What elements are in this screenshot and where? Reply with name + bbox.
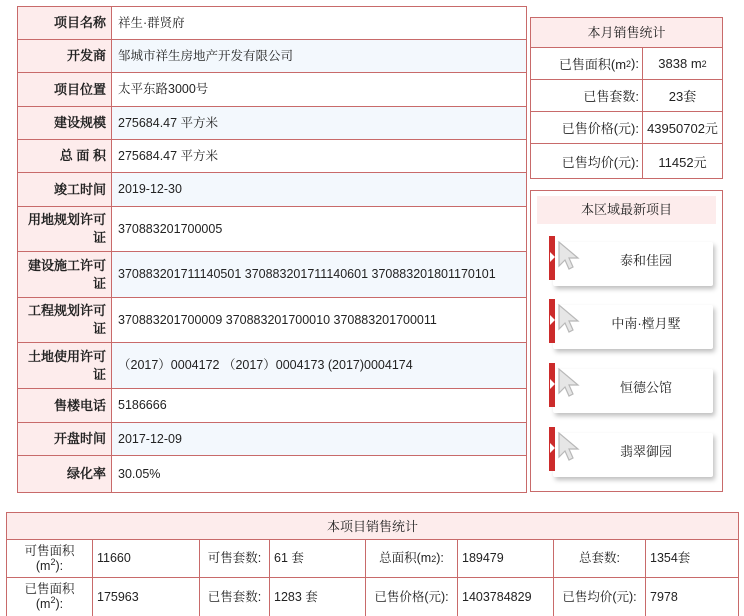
- newest-projects-title: 本区域最新项目: [537, 196, 716, 224]
- sold-area-label-line1: 已售面积: [24, 582, 75, 596]
- row-green-rate: [18, 456, 526, 492]
- value-green-rate: 30.05%: [118, 466, 161, 481]
- label-scale: 建设规模: [18, 107, 112, 139]
- cursor-arrow-icon: [557, 303, 583, 333]
- avail-area-label-end: ):: [55, 558, 64, 573]
- arrow-marker-icon: [550, 379, 555, 389]
- label-total-area: 总 面 积: [18, 140, 112, 172]
- row-location: [18, 73, 526, 107]
- monthly-units-row: [531, 80, 722, 112]
- sold-area-label-text: [24, 582, 74, 612]
- row-construction-permit: [18, 252, 526, 298]
- accent-bar: [549, 363, 555, 407]
- monthly-price-value: 43950702元: [647, 121, 718, 136]
- monthly-area-label-text: 已售面积(m: [558, 57, 627, 72]
- sold-units-label: 已售套数:: [200, 578, 270, 616]
- arrow-marker-icon: [550, 443, 555, 453]
- label-completion: 竣工时间: [18, 173, 112, 206]
- monthly-area-row: [531, 48, 722, 80]
- sold-area-value: 175963: [93, 578, 200, 616]
- label-location: 项目位置: [18, 73, 112, 106]
- value-location: 太平东路3000号: [118, 82, 209, 96]
- total-units-label: 总套数:: [554, 540, 646, 577]
- row-sales-phone: [18, 389, 526, 423]
- sold-price-value: 1403784829: [458, 578, 554, 616]
- avail-units-value: 61 套: [270, 540, 366, 577]
- total-area-label-text: 总面积(m: [379, 551, 432, 565]
- cursor-arrow-icon: [557, 431, 583, 461]
- total-units-value: 1354套: [650, 551, 691, 565]
- value-opening-date: 2017-12-09: [112, 423, 526, 455]
- monthly-price-label: 已售价格(元):: [531, 112, 643, 143]
- row-land-planning-permit: [18, 207, 526, 252]
- sold-area-label-end: ):: [55, 597, 64, 611]
- total-area-value: 189479: [458, 540, 554, 577]
- avail-area-label-line2: (m: [35, 558, 51, 573]
- newest-project-name: 中南·樘月墅: [611, 316, 681, 331]
- value-land-use-permit: （2017）0004172 （2017）0004173 (2017)0004174: [112, 343, 526, 388]
- accent-bar: [549, 299, 555, 343]
- sold-area-label-sup: 2: [50, 594, 56, 605]
- value-engineering-permit: 370883201700009 370883201700010 370883201700011: [118, 312, 437, 327]
- cursor-arrow-icon: [557, 240, 583, 270]
- value-project-name: 祥生·群贤府: [118, 15, 185, 30]
- accent-bar: [549, 427, 555, 471]
- avail-area-label-text: [24, 544, 74, 574]
- value-sales-phone: 5186666: [118, 398, 167, 412]
- value-total-area: 275684.47 平方米: [118, 148, 219, 163]
- value-construction-permit: [112, 252, 526, 297]
- newest-project-name: 翡翠御园: [619, 444, 672, 459]
- label-sales-phone: 售楼电话: [18, 389, 112, 422]
- sold-avg-label: 已售均价(元):: [554, 578, 646, 616]
- monthly-area-value-text: 3838 m: [658, 56, 702, 71]
- monthly-units-value: 23套: [668, 89, 697, 104]
- sold-avg-value: 7978: [650, 589, 678, 604]
- project-sales-panel: [6, 512, 739, 616]
- value-completion: 2019-12-30: [112, 173, 526, 206]
- total-area-label-end: ):: [436, 551, 444, 565]
- monthly-area-label: 已售面积(m 2 ):: [531, 48, 643, 79]
- monthly-units-label: 已售套数:: [531, 80, 643, 111]
- monthly-avg-value: 11452元: [658, 154, 707, 170]
- avail-area-label-sup: 2: [50, 556, 56, 567]
- cursor-arrow-icon: [557, 367, 583, 397]
- row-developer: [18, 40, 526, 73]
- value-developer: 邹城市祥生房地产开发有限公司: [112, 40, 526, 72]
- value-scale: 275684.47 平方米: [112, 107, 526, 139]
- sold-area-label: [7, 578, 93, 616]
- sold-price-label: 已售价格(元):: [366, 578, 458, 616]
- project-info-table: [17, 6, 527, 493]
- monthly-avg-row: [531, 144, 722, 178]
- label-developer: 开发商: [18, 40, 112, 72]
- label-land-use-permit: 土地使用许可证: [18, 343, 112, 388]
- newest-project-link-4[interactable]: [549, 427, 715, 477]
- sold-units-value: 1283 套: [270, 578, 366, 616]
- row-scale: [18, 107, 526, 140]
- monthly-sales-panel: [530, 17, 723, 179]
- newest-project-link-1[interactable]: [549, 236, 715, 286]
- avail-area-label: [7, 540, 93, 577]
- row-completion: [18, 173, 526, 207]
- arrow-marker-icon: [550, 315, 555, 325]
- monthly-avg-label: 已售均价(元):: [531, 144, 643, 178]
- accent-bar: [549, 236, 555, 280]
- label-engineering-permit: 工程规划许可证: [18, 298, 112, 342]
- monthly-sales-title: 本月销售统计: [531, 18, 722, 48]
- label-green-rate: 绿化率: [18, 456, 112, 492]
- project-sales-row-sold: [7, 578, 738, 616]
- avail-area-value: 11660: [93, 540, 200, 577]
- row-total-area: [18, 140, 526, 173]
- avail-units-label: 可售套数:: [200, 540, 270, 577]
- row-engineering-permit: [18, 298, 526, 343]
- label-land-planning-permit: 用地规划许可证: [18, 207, 112, 251]
- row-land-use-permit: [18, 343, 526, 389]
- newest-project-name: 泰和佳园: [619, 253, 672, 268]
- newest-project-link-2[interactable]: [549, 299, 715, 349]
- arrow-marker-icon: [550, 252, 555, 262]
- sold-area-label-line2: (m: [35, 597, 51, 611]
- monthly-area-label-end: ):: [631, 56, 639, 71]
- label-project-name: 项目名称: [18, 7, 112, 39]
- value-land-planning-permit: 370883201700005: [118, 221, 223, 236]
- construction-permit-text: 370883201711140501 370883201711140601 370883201801170101: [118, 267, 496, 281]
- label-construction-permit: 建设施工许可证: [18, 252, 112, 297]
- newest-project-name: 恒德公馆: [619, 380, 672, 395]
- total-area-label: 总面积(m 2 ):: [366, 540, 458, 577]
- project-sales-title: 本项目销售统计: [7, 513, 738, 540]
- label-opening-date: 开盘时间: [18, 423, 112, 455]
- monthly-price-row: [531, 112, 722, 144]
- row-project-name: [18, 7, 526, 40]
- avail-area-label-line1: 可售面积: [24, 543, 75, 558]
- newest-project-link-3[interactable]: [549, 363, 715, 413]
- newest-projects-panel: [530, 190, 723, 492]
- project-sales-row-available: [7, 540, 738, 578]
- row-opening-date: [18, 423, 526, 456]
- monthly-area-value: 3838 m 2: [658, 56, 707, 71]
